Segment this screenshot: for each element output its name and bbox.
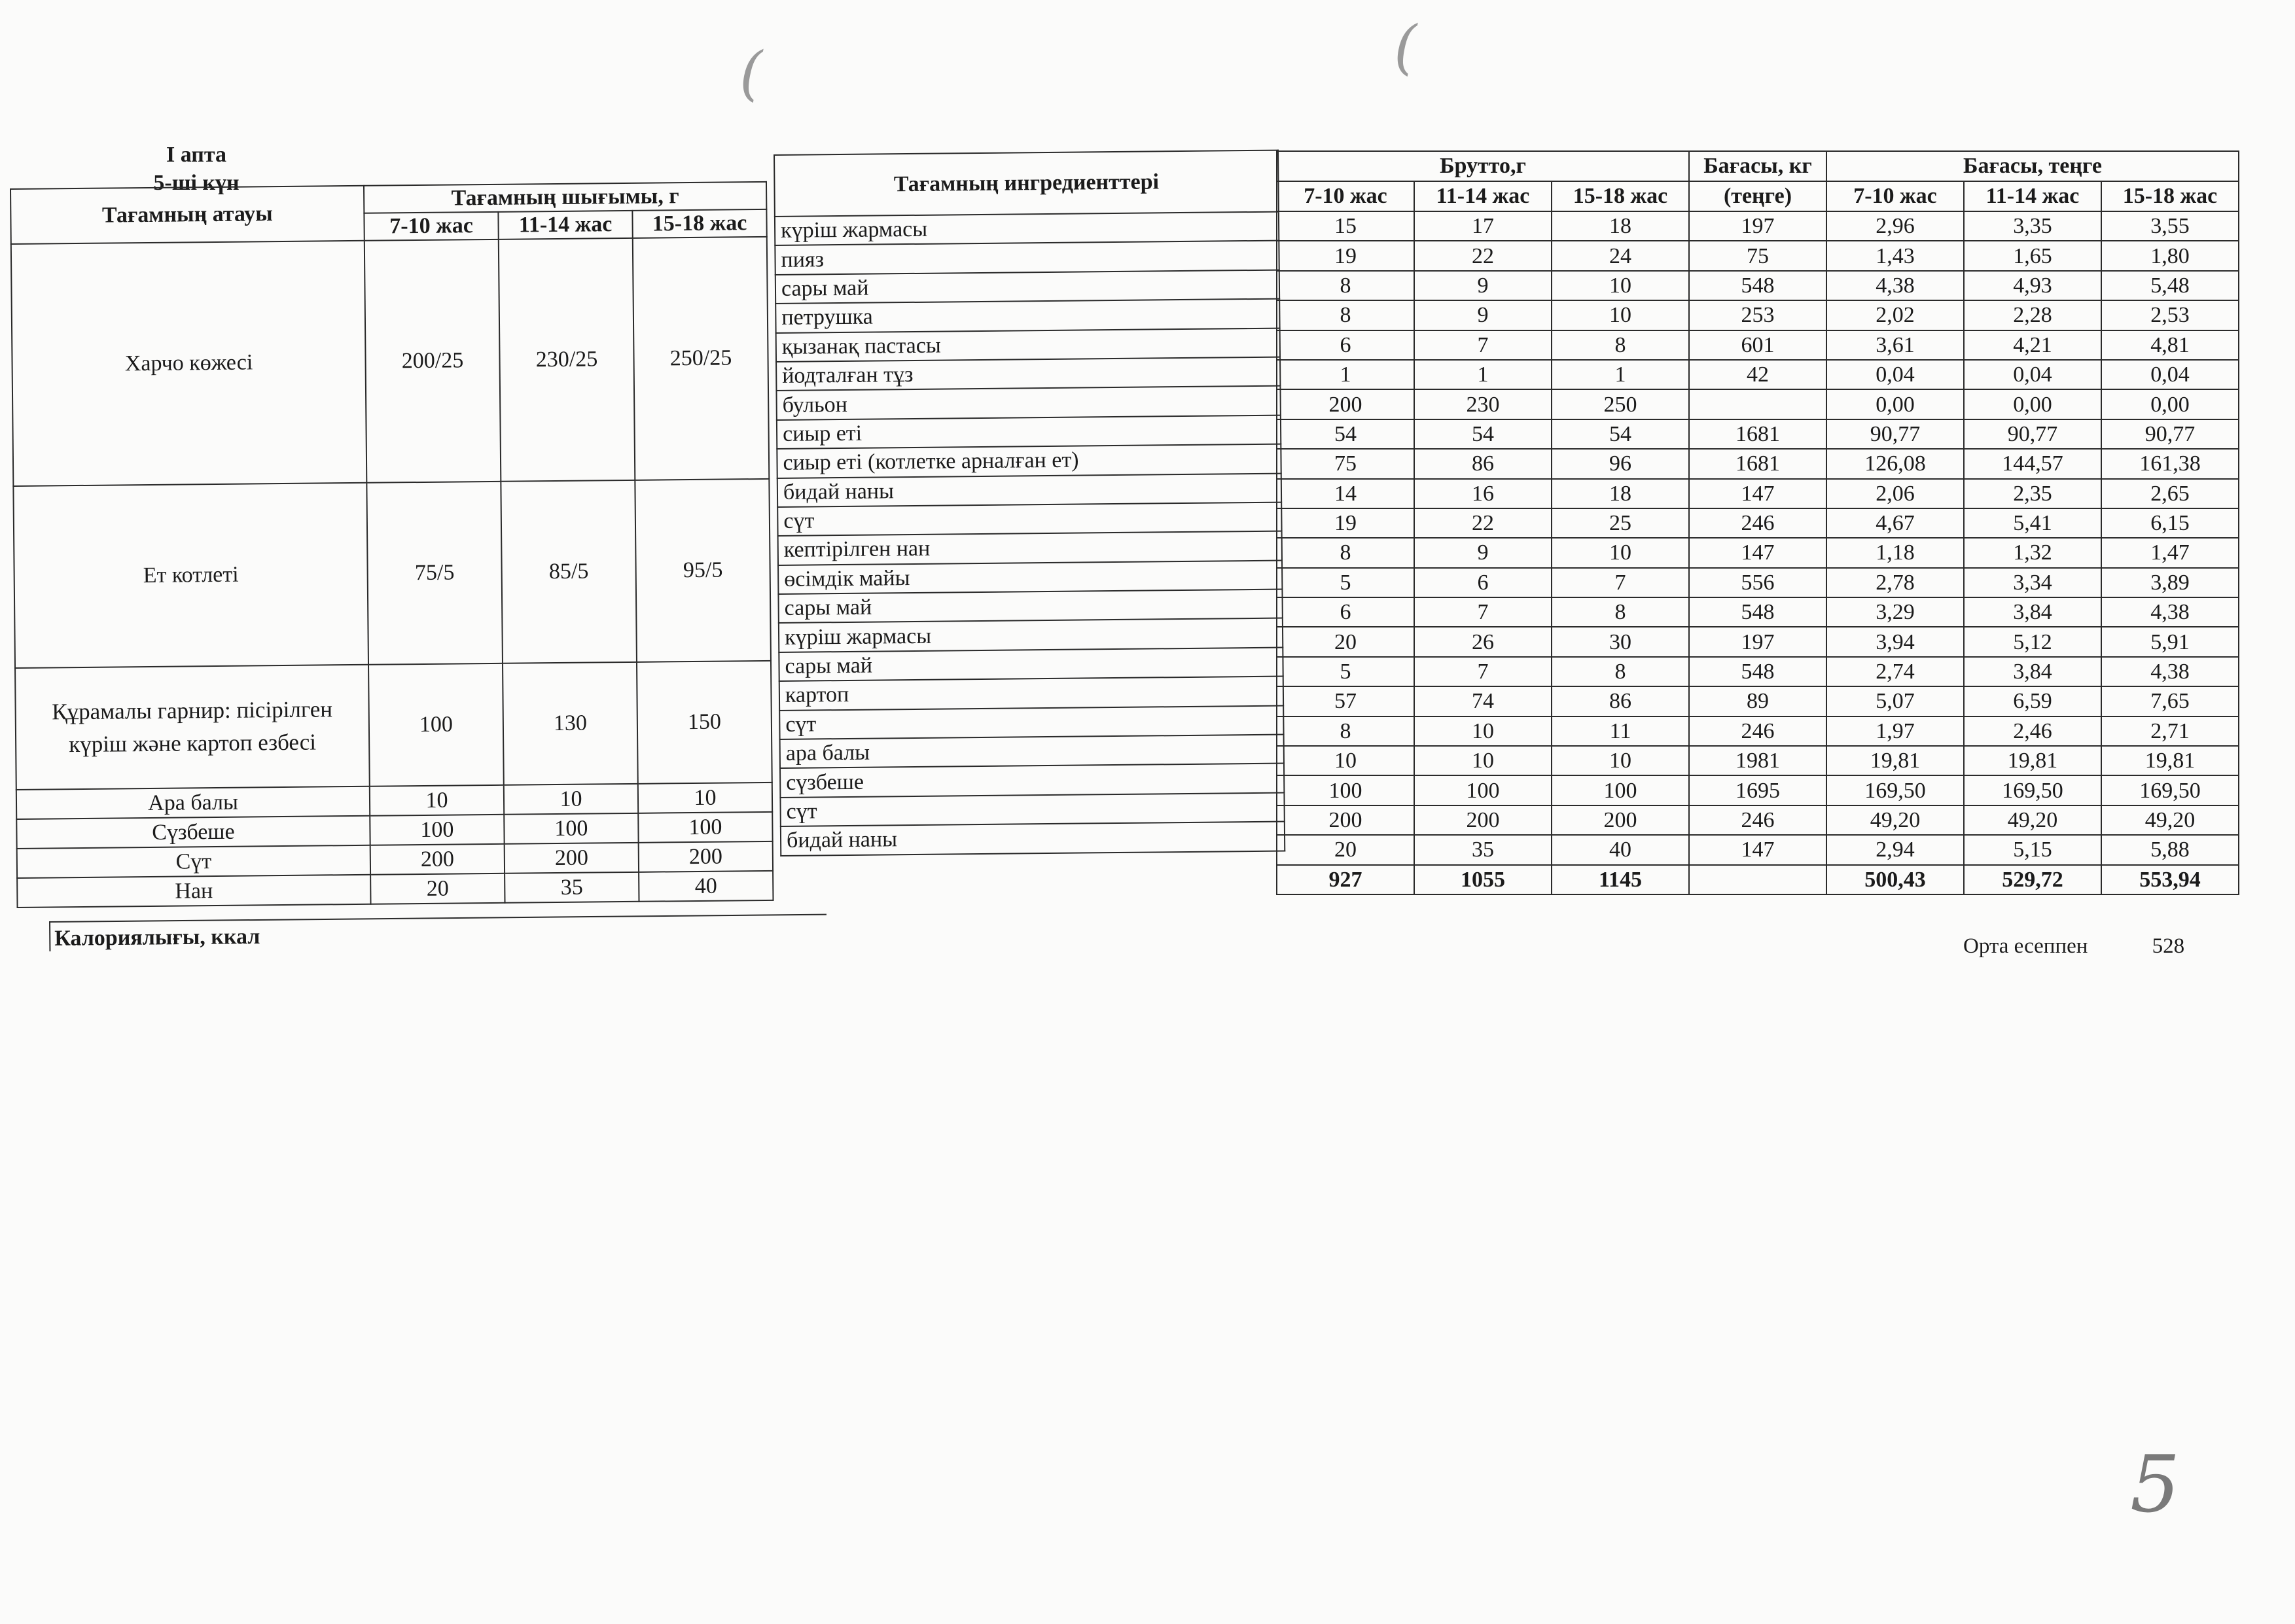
yield-group-header: Тағамның шығымы, г: [364, 182, 766, 213]
price-per-kg-cell: 147: [1689, 538, 1826, 567]
table-row: [1277, 241, 2239, 270]
cost-7-10-cell: 1,97: [1826, 716, 1964, 746]
brutto-header: Брутто,г: [1277, 151, 1689, 181]
brutto-7-10-cell: 6: [1277, 330, 1414, 360]
dish-yield: 150: [637, 661, 772, 784]
brutto-11-14-cell: 86: [1414, 449, 1552, 478]
dish-yield: 75/5: [366, 482, 503, 665]
ingredient-row: [779, 677, 1283, 711]
cost-11-14-cell: 3,84: [1964, 597, 2101, 627]
numbers-table-wrap: [1276, 150, 2239, 895]
cost-15-18-cell: 4,38: [2101, 657, 2239, 686]
total-brutto-11-14-cell: 1055: [1414, 865, 1552, 894]
brutto-11-14-cell: 1: [1414, 360, 1552, 389]
brutto-7-10-cell: 100: [1277, 775, 1414, 805]
totals-row: [1277, 865, 2239, 894]
dish-yield: 20: [370, 874, 505, 904]
dish-yield: 200: [639, 841, 773, 872]
dish-yield: 200: [370, 844, 505, 875]
ingredient-row: [781, 822, 1285, 856]
ingredient-name: бульон: [776, 386, 1280, 420]
ingredient-name: сары май: [779, 647, 1283, 681]
cost-7-10-cell: 2,96: [1826, 211, 1964, 241]
cost-7-10-cell: 2,06: [1826, 479, 1964, 508]
brutto-11-14-cell: 54: [1414, 419, 1552, 449]
age-col-header: 11-14 жас: [1414, 181, 1552, 211]
brutto-11-14-cell: 22: [1414, 508, 1552, 538]
ingredient-row: [775, 270, 1279, 304]
cost-11-14-cell: 1,32: [1964, 538, 2101, 567]
dish-name: Ет котлеті: [13, 483, 368, 668]
cost-15-18-cell: 5,88: [2101, 835, 2239, 864]
ingredient-name: күріш жармасы: [779, 618, 1283, 652]
price-per-kg-cell: 601: [1689, 330, 1826, 360]
numbers-table: [1276, 150, 2239, 895]
brutto-11-14-cell: 100: [1414, 775, 1552, 805]
ingredient-row: [778, 531, 1282, 565]
ingredient-row: [776, 386, 1280, 420]
brutto-15-18-cell: 8: [1552, 330, 1689, 360]
brutto-15-18-cell: 86: [1552, 686, 1689, 716]
cost-15-18-cell: 4,81: [2101, 330, 2239, 360]
dish-yield: 10: [504, 784, 638, 815]
brutto-7-10-cell: 1: [1277, 360, 1414, 389]
ingredient-row: [777, 444, 1281, 478]
ingredient-name: сары май: [775, 270, 1279, 304]
dish-yield: 200: [505, 843, 639, 874]
brutto-7-10-cell: 6: [1277, 597, 1414, 627]
brutto-11-14-cell: 9: [1414, 538, 1552, 567]
cost-7-10-cell: 3,94: [1826, 627, 1964, 656]
cost-15-18-cell: 5,91: [2101, 627, 2239, 656]
price-per-kg-cell: 556: [1689, 568, 1826, 597]
average-label: Орта есеппен: [1963, 934, 2088, 958]
price-tenge-header: Бағасы, теңге: [1826, 151, 2239, 181]
cost-7-10-cell: 5,07: [1826, 686, 1964, 716]
cost-15-18-cell: 49,20: [2101, 805, 2239, 835]
table-row: [1277, 300, 2239, 330]
brutto-11-14-cell: 9: [1414, 300, 1552, 330]
brutto-11-14-cell: 6: [1414, 568, 1552, 597]
brutto-7-10-cell: 200: [1277, 805, 1414, 835]
brutto-11-14-cell: 10: [1414, 746, 1552, 775]
calories-label: Калориялығы, ккал: [49, 914, 827, 951]
brutto-7-10-cell: 8: [1277, 716, 1414, 746]
page-number: 5: [2130, 1439, 2180, 1530]
total-cost-7-10-cell: 500,43: [1826, 865, 1964, 894]
total-brutto-7-10-cell: 927: [1277, 865, 1414, 894]
table-row: [1277, 479, 2239, 508]
price-per-kg-cell: 548: [1689, 597, 1826, 627]
price-per-kg-cell: 1695: [1689, 775, 1826, 805]
cost-7-10-cell: 2,94: [1826, 835, 1964, 864]
brutto-15-18-cell: 8: [1552, 657, 1689, 686]
brutto-7-10-cell: 19: [1277, 241, 1414, 270]
cost-7-10-cell: 90,77: [1826, 419, 1964, 449]
age-col-header: 15-18 жас: [632, 209, 766, 238]
ingredient-row: [777, 473, 1281, 507]
brutto-15-18-cell: 200: [1552, 805, 1689, 835]
brutto-7-10-cell: 20: [1277, 835, 1414, 864]
brutto-15-18-cell: 25: [1552, 508, 1689, 538]
dish-name: Харчо көжесі: [11, 241, 367, 486]
ingredient-name: сары май: [778, 590, 1282, 624]
dish-name: Ара балы: [16, 786, 370, 819]
table-row: [1277, 449, 2239, 478]
dish-yield: 100: [370, 815, 504, 845]
cost-11-14-cell: 144,57: [1964, 449, 2101, 478]
table-row: [1277, 508, 2239, 538]
cost-7-10-cell: 3,29: [1826, 597, 1964, 627]
brutto-7-10-cell: 19: [1277, 508, 1414, 538]
yield-table: [10, 181, 774, 908]
table-row: [1277, 568, 2239, 597]
dish-col-header: Тағамның атауы: [10, 186, 365, 244]
dish-yield: 250/25: [633, 237, 770, 480]
scan-mark: (: [739, 39, 763, 108]
table-row: [1277, 775, 2239, 805]
price-per-kg-cell: 253: [1689, 300, 1826, 330]
brutto-15-18-cell: 54: [1552, 419, 1689, 449]
cost-15-18-cell: 19,81: [2101, 746, 2239, 775]
table-row: [1277, 538, 2239, 567]
ingredient-row: [777, 502, 1281, 536]
ingredient-name: ара балы: [780, 735, 1284, 769]
cost-7-10-cell: 19,81: [1826, 746, 1964, 775]
ingredient-name: сүзбеше: [780, 764, 1284, 798]
ingredient-row: [780, 735, 1284, 769]
day-label: 5-ші күн: [153, 171, 240, 195]
brutto-11-14-cell: 74: [1414, 686, 1552, 716]
cost-11-14-cell: 2,28: [1964, 300, 2101, 330]
cost-15-18-cell: 1,80: [2101, 241, 2239, 270]
brutto-11-14-cell: 9: [1414, 271, 1552, 300]
dish-name: Сүзбеше: [16, 816, 370, 849]
cost-11-14-cell: 90,77: [1964, 419, 2101, 449]
brutto-15-18-cell: 40: [1552, 835, 1689, 864]
dish-name: Нан: [17, 875, 370, 908]
age-col-header: 7-10 жас: [1826, 181, 1964, 211]
ingredient-row: [778, 590, 1282, 624]
cost-15-18-cell: 161,38: [2101, 449, 2239, 478]
ingredient-name: сүт: [779, 705, 1283, 739]
dish-yield: 100: [368, 663, 504, 786]
cost-15-18-cell: 2,71: [2101, 716, 2239, 746]
age-col-header: 15-18 жас: [2101, 181, 2239, 211]
price-per-kg-cell: 197: [1689, 211, 1826, 241]
brutto-15-18-cell: 10: [1552, 271, 1689, 300]
price-per-kg-cell: 246: [1689, 805, 1826, 835]
ingredient-row: [779, 705, 1283, 739]
cost-11-14-cell: 5,41: [1964, 508, 2101, 538]
ingredient-name: бидай наны: [777, 473, 1281, 507]
table-row: [1277, 716, 2239, 746]
ingredient-name: сиыр еті: [777, 415, 1281, 449]
brutto-7-10-cell: 57: [1277, 686, 1414, 716]
brutto-7-10-cell: 200: [1277, 389, 1414, 419]
cost-7-10-cell: 1,18: [1826, 538, 1964, 567]
brutto-11-14-cell: 7: [1414, 657, 1552, 686]
price-kg-header: Бағасы, кг: [1689, 151, 1826, 181]
table-row: [1277, 597, 2239, 627]
cost-15-18-cell: 1,47: [2101, 538, 2239, 567]
cost-11-14-cell: 19,81: [1964, 746, 2101, 775]
total-price-per-kg-cell: [1689, 865, 1826, 894]
ingredient-name: картоп: [779, 677, 1283, 711]
age-col-header: 11-14 жас: [498, 211, 632, 239]
dish-yield: 230/25: [499, 238, 635, 482]
brutto-11-14-cell: 22: [1414, 241, 1552, 270]
ingredient-name: қызанақ пастасы: [776, 328, 1280, 362]
cost-11-14-cell: 6,59: [1964, 686, 2101, 716]
cost-11-14-cell: 49,20: [1964, 805, 2101, 835]
price-per-kg-cell: 197: [1689, 627, 1826, 656]
dish-name: Құрамалы гарнир: пісірілген күріш және картоп езбесі: [15, 665, 370, 790]
price-per-kg-cell: 75: [1689, 241, 1826, 270]
brutto-15-18-cell: 100: [1552, 775, 1689, 805]
brutto-11-14-cell: 16: [1414, 479, 1552, 508]
cost-11-14-cell: 169,50: [1964, 775, 2101, 805]
brutto-7-10-cell: 10: [1277, 746, 1414, 775]
age-col-header: 7-10 жас: [364, 212, 498, 241]
table-row: [1277, 657, 2239, 686]
brutto-15-18-cell: 8: [1552, 597, 1689, 627]
cost-7-10-cell: 49,20: [1826, 805, 1964, 835]
cost-11-14-cell: 1,65: [1964, 241, 2101, 270]
price-per-kg-cell: 147: [1689, 835, 1826, 864]
dish-yield: 35: [505, 872, 639, 903]
cost-15-18-cell: 0,00: [2101, 389, 2239, 419]
brutto-7-10-cell: 5: [1277, 568, 1414, 597]
dish-yield: 40: [639, 871, 773, 902]
age-col-header: 11-14 жас: [1964, 181, 2101, 211]
brutto-15-18-cell: 30: [1552, 627, 1689, 656]
brutto-15-18-cell: 96: [1552, 449, 1689, 478]
brutto-15-18-cell: 18: [1552, 479, 1689, 508]
price-per-kg-cell: 246: [1689, 508, 1826, 538]
cost-15-18-cell: 3,55: [2101, 211, 2239, 241]
ingredient-name: кептірілген нан: [778, 531, 1282, 565]
price-per-kg-cell: 42: [1689, 360, 1826, 389]
ingredient-name: йодталған тұз: [776, 357, 1280, 391]
table-row: [1277, 627, 2239, 656]
cost-7-10-cell: 4,67: [1826, 508, 1964, 538]
dish-yield: 200/25: [365, 239, 501, 483]
price-per-kg-cell: 147: [1689, 479, 1826, 508]
cost-7-10-cell: 126,08: [1826, 449, 1964, 478]
cost-11-14-cell: 2,35: [1964, 479, 2101, 508]
brutto-11-14-cell: 17: [1414, 211, 1552, 241]
cost-11-14-cell: 0,00: [1964, 389, 2101, 419]
ingredient-row: [780, 764, 1284, 798]
total-cost-11-14-cell: 529,72: [1964, 865, 2101, 894]
dish-yield: 95/5: [635, 479, 771, 662]
dish-yield: 100: [504, 813, 638, 844]
cost-7-10-cell: 2,78: [1826, 568, 1964, 597]
cost-11-14-cell: 5,12: [1964, 627, 2101, 656]
cost-7-10-cell: 1,43: [1826, 241, 1964, 270]
cost-11-14-cell: 4,93: [1964, 271, 2101, 300]
ingredient-row: [778, 560, 1282, 594]
ingredient-row: [775, 212, 1279, 246]
total-cost-15-18-cell: 553,94: [2101, 865, 2239, 894]
brutto-7-10-cell: 5: [1277, 657, 1414, 686]
ingredient-name: сүт: [780, 792, 1284, 826]
cost-7-10-cell: 169,50: [1826, 775, 1964, 805]
cost-15-18-cell: 4,38: [2101, 597, 2239, 627]
yield-table-wrap: [10, 181, 774, 908]
brutto-7-10-cell: 15: [1277, 211, 1414, 241]
table-row: [1277, 360, 2239, 389]
cost-7-10-cell: 3,61: [1826, 330, 1964, 360]
ingredient-row: [779, 647, 1283, 681]
cost-7-10-cell: 2,02: [1826, 300, 1964, 330]
ingredient-name: сиыр еті (котлетке арналған ет): [777, 444, 1281, 478]
dish-yield: 10: [370, 785, 504, 816]
brutto-15-18-cell: 1: [1552, 360, 1689, 389]
dish-yield: 130: [503, 662, 638, 785]
brutto-15-18-cell: 7: [1552, 568, 1689, 597]
brutto-7-10-cell: 54: [1277, 419, 1414, 449]
price-per-kg-cell: 1681: [1689, 449, 1826, 478]
ingredient-name: өсімдік майы: [778, 560, 1282, 594]
table-row: [1277, 211, 2239, 241]
cost-11-14-cell: 4,21: [1964, 330, 2101, 360]
ingredient-name: петрушка: [775, 299, 1279, 333]
ingredient-row: [776, 328, 1280, 362]
cost-11-14-cell: 5,15: [1964, 835, 2101, 864]
brutto-11-14-cell: 26: [1414, 627, 1552, 656]
price-per-kg-cell: 1981: [1689, 746, 1826, 775]
ingredient-name: пияз: [775, 241, 1279, 275]
dish-name: Сүт: [17, 845, 370, 878]
price-per-kg-cell: 1681: [1689, 419, 1826, 449]
table-row: [1277, 686, 2239, 716]
ingredients-table: [774, 150, 1285, 856]
dish-yield: 10: [638, 783, 772, 813]
ingredient-name: күріш жармасы: [775, 212, 1279, 246]
price-per-kg-cell: 89: [1689, 686, 1826, 716]
ingredient-row: [776, 357, 1280, 391]
cost-15-18-cell: 3,89: [2101, 568, 2239, 597]
table-row: [1277, 805, 2239, 835]
brutto-15-18-cell: 10: [1552, 538, 1689, 567]
price-kg-subheader: (теңге): [1689, 181, 1826, 211]
cost-7-10-cell: 4,38: [1826, 271, 1964, 300]
ingredient-row: [775, 241, 1279, 275]
brutto-11-14-cell: 200: [1414, 805, 1552, 835]
price-per-kg-cell: 246: [1689, 716, 1826, 746]
brutto-7-10-cell: 20: [1277, 627, 1414, 656]
ingredients-header: Тағамның ингредиенттері: [774, 150, 1279, 217]
brutto-11-14-cell: 7: [1414, 597, 1552, 627]
brutto-7-10-cell: 8: [1277, 300, 1414, 330]
price-per-kg-cell: 548: [1689, 657, 1826, 686]
brutto-15-18-cell: 11: [1552, 716, 1689, 746]
brutto-15-18-cell: 18: [1552, 211, 1689, 241]
ingredient-row: [779, 618, 1283, 652]
cost-7-10-cell: 0,00: [1826, 389, 1964, 419]
brutto-15-18-cell: 250: [1552, 389, 1689, 419]
brutto-7-10-cell: 8: [1277, 538, 1414, 567]
total-brutto-15-18-cell: 1145: [1552, 865, 1689, 894]
brutto-11-14-cell: 10: [1414, 716, 1552, 746]
cost-15-18-cell: 90,77: [2101, 419, 2239, 449]
cost-11-14-cell: 3,34: [1964, 568, 2101, 597]
table-row: [1277, 271, 2239, 300]
price-per-kg-cell: 548: [1689, 271, 1826, 300]
cost-15-18-cell: 2,53: [2101, 300, 2239, 330]
cost-15-18-cell: 6,15: [2101, 508, 2239, 538]
table-row: [1277, 835, 2239, 864]
dish-yield: 85/5: [501, 480, 637, 663]
ingredient-name: бидай наны: [781, 822, 1285, 856]
cost-15-18-cell: 7,65: [2101, 686, 2239, 716]
brutto-15-18-cell: 24: [1552, 241, 1689, 270]
brutto-11-14-cell: 230: [1414, 389, 1552, 419]
age-col-header: 7-10 жас: [1277, 181, 1414, 211]
cost-15-18-cell: 2,65: [2101, 479, 2239, 508]
week-label: I апта: [166, 143, 226, 167]
cost-15-18-cell: 5,48: [2101, 271, 2239, 300]
ingredient-row: [777, 415, 1281, 449]
age-col-header: 15-18 жас: [1552, 181, 1689, 211]
brutto-7-10-cell: 8: [1277, 271, 1414, 300]
brutto-15-18-cell: 10: [1552, 300, 1689, 330]
cost-15-18-cell: 169,50: [2101, 775, 2239, 805]
table-row: [1277, 389, 2239, 419]
table-row: [1277, 419, 2239, 449]
brutto-11-14-cell: 35: [1414, 835, 1552, 864]
price-per-kg-cell: [1689, 389, 1826, 419]
cost-15-18-cell: 0,04: [2101, 360, 2239, 389]
brutto-11-14-cell: 7: [1414, 330, 1552, 360]
cost-7-10-cell: 0,04: [1826, 360, 1964, 389]
average-row: [1963, 934, 2184, 959]
cost-7-10-cell: 2,74: [1826, 657, 1964, 686]
ingredient-row: [780, 792, 1284, 826]
scan-mark: (: [1394, 13, 1417, 82]
ingredient-name: сүт: [777, 502, 1281, 536]
brutto-7-10-cell: 75: [1277, 449, 1414, 478]
cost-11-14-cell: 2,46: [1964, 716, 2101, 746]
cost-11-14-cell: 3,35: [1964, 211, 2101, 241]
ingredients-table-wrap: [774, 150, 1285, 856]
ingredient-row: [775, 299, 1279, 333]
cost-11-14-cell: 0,04: [1964, 360, 2101, 389]
brutto-7-10-cell: 14: [1277, 479, 1414, 508]
average-value: 528: [2152, 934, 2185, 958]
table-row: [1277, 746, 2239, 775]
table-row: [1277, 330, 2239, 360]
brutto-15-18-cell: 10: [1552, 746, 1689, 775]
dish-yield: 100: [638, 812, 772, 843]
cost-11-14-cell: 3,84: [1964, 657, 2101, 686]
